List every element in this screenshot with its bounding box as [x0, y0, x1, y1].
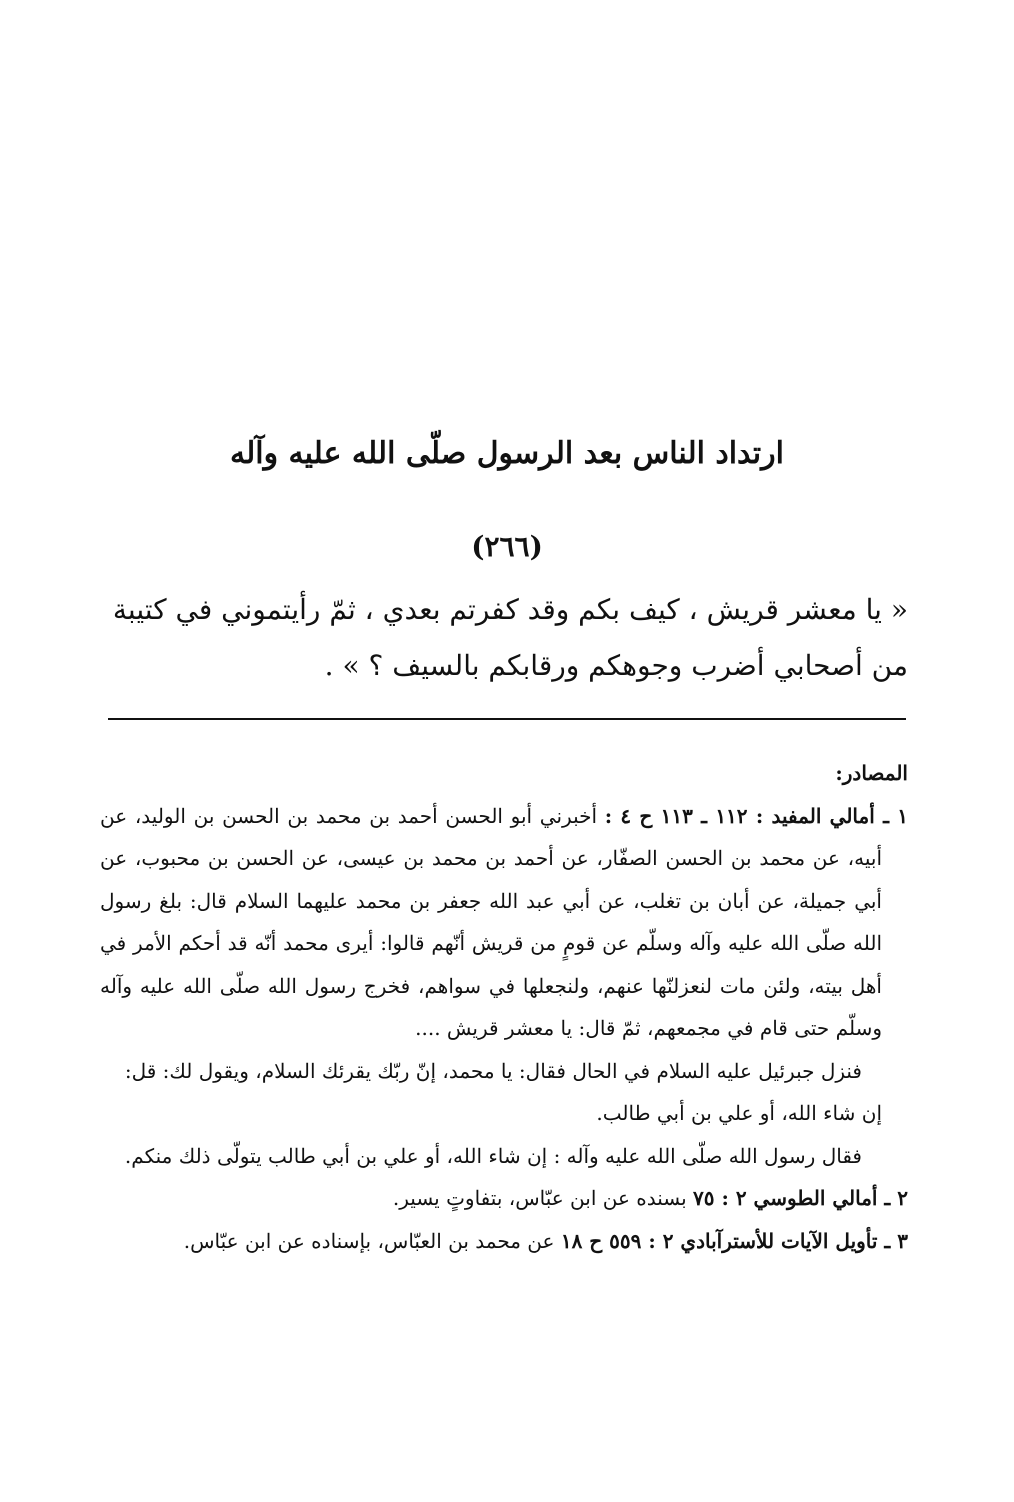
source-reference: ١ ـ أمالي المفيد : ١١٢ ـ ١١٣ ح ٤ :	[604, 803, 908, 828]
source-paragraph: فقال رسول الله صلّى الله عليه وآله : إن شاء الله، أو علي بن أبي طالب يتولّى ذلك منكم.	[124, 1143, 862, 1168]
source-text: عن محمد بن العبّاس، بإسناده عن ابن عبّاس.	[183, 1228, 561, 1253]
source-reference: ٢ ـ أمالي الطوسي ٢ : ٧٥	[693, 1186, 908, 1210]
footnote-divider	[108, 718, 906, 720]
source-paragraph: فنزل جبرئيل عليه السلام في الحال فقال: يا محمد، إنّ ربّك يقرئك السلام، ويقول لك: قل: إن شاء الله، أو علي بن أبي طالب.	[124, 1058, 882, 1125]
hadith-text: « يا معشر قريش ، كيف بكم وقد كفرتم بعدي ، ثمّ رأيتموني في كتيبة من أصحابي أضرب وجوهكم ورقابكم بالسيف ؟ » .	[112, 593, 908, 682]
source-reference: ٣ ـ تأويل الآيات للأسترآبادي ٢ : ٥٥٩ ح ١٨	[560, 1228, 908, 1253]
sources-heading: المصادر:	[835, 761, 908, 785]
source-text: بسنده عن ابن عبّاس، بتفاوتٍ يسير.	[392, 1186, 694, 1210]
source-text: أخبرني أبو الحسن أحمد بن محمد بن الحسن بن الوليد، عن أبيه، عن محمد بن الحسن الصفّار، عن أحمد بن محمد بن عيسى، عن الحسن بن محبوب، عن أبي جميلة، عن أبان بن تغلب، عن أبي عبد الله جعفر بن محمد عليهما السلام قال: بلغ رسول الله صلّى الله عليه وآله وسلّم عن قومٍ من قريش أنّهم قالوا: أيرى محمد أنّه قد أحكم الأمر في أهل بيته، ولئن مات لنعزلنّها عنهم، ولنجعلها في سواهم، فخرج رسول الله صلّى الله عليه وآله وسلّم حتى قام في مجمعهم، ثمّ قال: يا معشر قريش ....	[100, 803, 883, 1040]
chapter-title: ارتداد الناس بعد الرسول صلّى الله عليه وآله	[230, 436, 784, 471]
source-item-3	[100, 1220, 908, 1263]
sources-section	[100, 752, 908, 1262]
source-item-2	[100, 1177, 908, 1220]
hadith-number: (٢٦٦)	[471, 530, 543, 563]
source-item-1	[100, 795, 908, 1050]
